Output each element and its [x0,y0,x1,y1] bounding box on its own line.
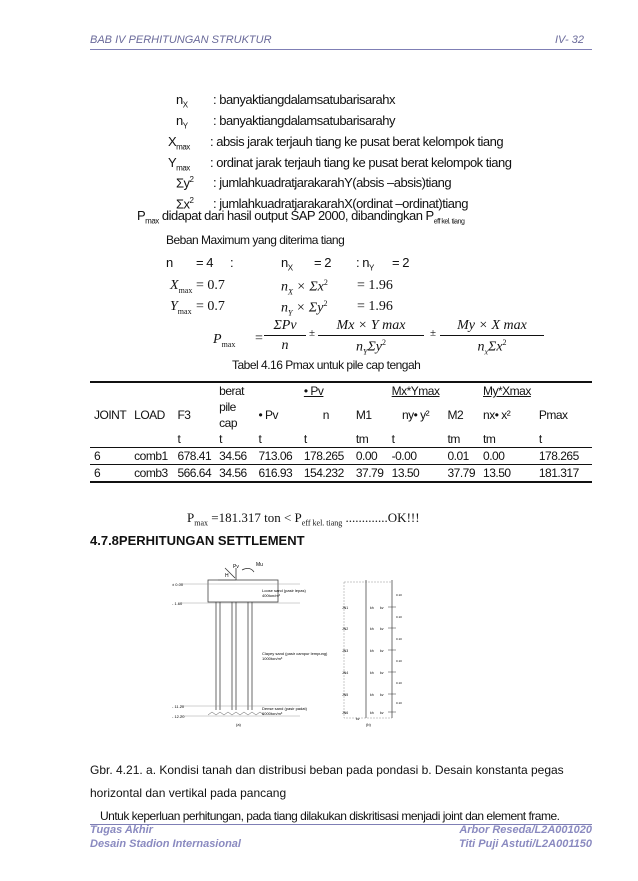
th-pv: • Pv [258,408,279,422]
def-nx: $n_X$ : banyaktiangdalamsatubarisarahx [176,92,396,110]
spring-kv-5: kv [380,693,384,697]
result-line: $P_{max} =181.317$ ton < $P_{eff kel. tiang}$ .............OK!!! [187,510,420,528]
final-paragraph: Untuk keperluan perhitungan, pada tiang dilakukan diskritisasi menjadi joint dan element frame. [100,809,560,823]
table-caption: Tabel 4.16 Pmax untuk pile cap tengah [232,358,421,372]
table-header-row-1 [90,382,592,399]
elev-1: - 1.60 [172,601,183,606]
pmax-note: $P_{max}$ didapat dari hasil output SAP 2000, dibandingkan $P_{eff kel. tiang}$ [137,208,465,226]
th-pmax: Pmax [538,408,568,422]
pm1: ± [309,327,316,339]
th-cap: cap [219,416,238,430]
th-pile: pile [219,400,236,414]
panel-b [342,580,402,727]
figure-caption-line1: Gbr. 4.21. a. Kondisi tanah dan distribusi beban pada pondasi b. Desain konstanta pegas [90,763,564,777]
th-mxy-top: Mx*Ymax [391,384,440,398]
spring-kh-3: kh [370,649,374,653]
caption-a: (a) [236,722,241,727]
frac1-num: ΣPv [273,318,297,333]
soil-3-k: 6000ton/m³ [262,711,283,716]
spring-kh-6: kh [370,711,374,715]
soil-2: Clayey sand (pasir campur lempung) [262,651,328,656]
spring-kv-4: kv [380,671,384,675]
node-jn2: JN2 [342,627,349,631]
frac2-bar [318,335,424,336]
pmax-table [90,381,592,483]
frac2-den: $n_Y\Sigma y^2$ [356,338,386,357]
footer-left-2: Desain Stadion Internasional [90,838,241,850]
th-myx-top: My*Xmax [483,384,531,398]
beban-title: Beban Maximum yang diterima tiang [166,233,345,247]
spring-kh-1: kh [370,606,374,610]
eq-pmax-lhs: $P_{max}$ [213,332,236,349]
node-jn4: JN4 [342,671,349,675]
label-h: H [225,573,229,579]
seg-5: 0.10 [396,681,402,685]
node-jn1: JN1 [342,606,349,610]
table-row: 6 comb1 678.41 34.56 713.06 178.265 0.00 -0.00 0.01 0.00 178.265 [90,448,592,465]
spring-kh-5: kh [370,693,374,697]
elev-2: - 11.20 [172,704,185,709]
th-mxy: ny• y² [401,408,430,422]
elev-3: - 12.20 [172,714,185,719]
table-row: 6 comb3 566.64 34.56 616.93 154.232 37.79 13.50 37.79 13.50 181.317 [90,465,592,483]
soil-1: Loose sand (pasir lepas) [262,588,306,593]
spring-kv-2: kv [380,627,384,631]
seg-2: 0.10 [396,615,402,619]
caption-b: (b) [366,722,371,727]
th-m1: M1 [355,408,372,422]
seg-3: 0.10 [396,637,402,641]
th-joint: JOINT [94,408,127,422]
def-sumy2: $\Sigma y^2$ : jumlahkuadratjarakarahY(absis –absis)tiang [176,175,452,191]
th-spv: n [322,408,329,422]
spring-kh-4: kh [370,671,374,675]
th-spv-top: • Pv [303,384,324,398]
eq-n: n = 4 : $n_X$ = 2 : $n_Y$ = 2 [166,255,409,273]
def-ny: $n_Y$ : banyaktiangdalamsatubarisarahy [176,113,396,131]
eq-pmax-equals: = [255,331,263,346]
figure-caption-line2: horizontal dan vertikal pada pancang [90,786,287,800]
seg-1: 0.10 [396,593,402,597]
footer-left-1: Tugas Akhir [90,824,153,836]
frac1-bar [264,335,306,336]
def-sumx2: $\Sigma x^2$ : jumlahkuadratjarakarahX(ordinat –ordinat)tiang [176,196,468,212]
spring-kh-2: kh [370,627,374,631]
eq-xmax: $X_{max}$ = 0.7 $n_X \times \Sigma x^2$ = 1.96 [170,278,393,297]
def-xmax: $X_{max}$ : absis jarak terjauh tiang ke pusat berat kelompok tiang [168,134,504,152]
footer-right-2: Titi Puji Astuti/L2A001150 [458,838,592,850]
eq-ymax: $Y_{max}$ = 0.7 $n_Y \times \Sigma y^2$ = 1.96 [170,299,393,318]
def-ymax: $Y_{max}$ : ordinat jarak terjauh tiang ke pusat berat kelompok tiang [168,155,512,173]
panel-a [172,562,328,727]
elev-0: ± 0.00 [172,582,184,587]
spring-kv-6: kv [380,711,384,715]
section-title: 4.7.8PERHITUNGAN SETTLEMENT [90,533,305,548]
th-myx: nx• x² [483,408,511,422]
frac3-num: My × X max [457,318,527,333]
base-kv: kv [356,717,360,721]
spring-kv-3: kv [380,649,384,653]
header-rule [90,49,592,50]
soil-1-k: 400ton/m³ [262,593,281,598]
seg-4: 0.10 [396,659,402,663]
node-jn5: JN5 [342,693,349,697]
node-jn3: JN3 [342,649,349,653]
soil-3: Dense sand (pasir padat) [262,706,307,711]
table-header-row-2 [90,399,592,415]
th-m2: M2 [447,408,464,422]
spring-kv-1: kv [380,606,384,610]
label-mu: Mu [256,562,263,568]
th-f3: F3 [177,408,191,422]
soil-2-k: 1000ton/m³ [262,656,283,661]
node-jn6: JN6 [342,711,349,715]
label-pv: Pv [233,564,239,570]
settlement-figure [170,560,410,760]
page-number: IV- 32 [555,34,584,46]
th-load: LOAD [134,408,165,422]
frac3-den: $n_x\Sigma x^2$ [477,338,507,357]
seg-6: 0.10 [396,701,402,705]
th-berat: berat [219,384,245,398]
pm2: ± [430,327,437,339]
footer-right-1: Arbor Reseda/L2A001020 [459,824,592,836]
frac1-den: n [281,338,289,353]
table-units-row: t t t t tm t tm tm t [90,431,592,448]
header-title: BAB IV PERHITUNGAN STRUKTUR [90,34,272,46]
frac2-num: Mx × Y max [336,318,406,333]
frac3-bar [440,335,544,336]
